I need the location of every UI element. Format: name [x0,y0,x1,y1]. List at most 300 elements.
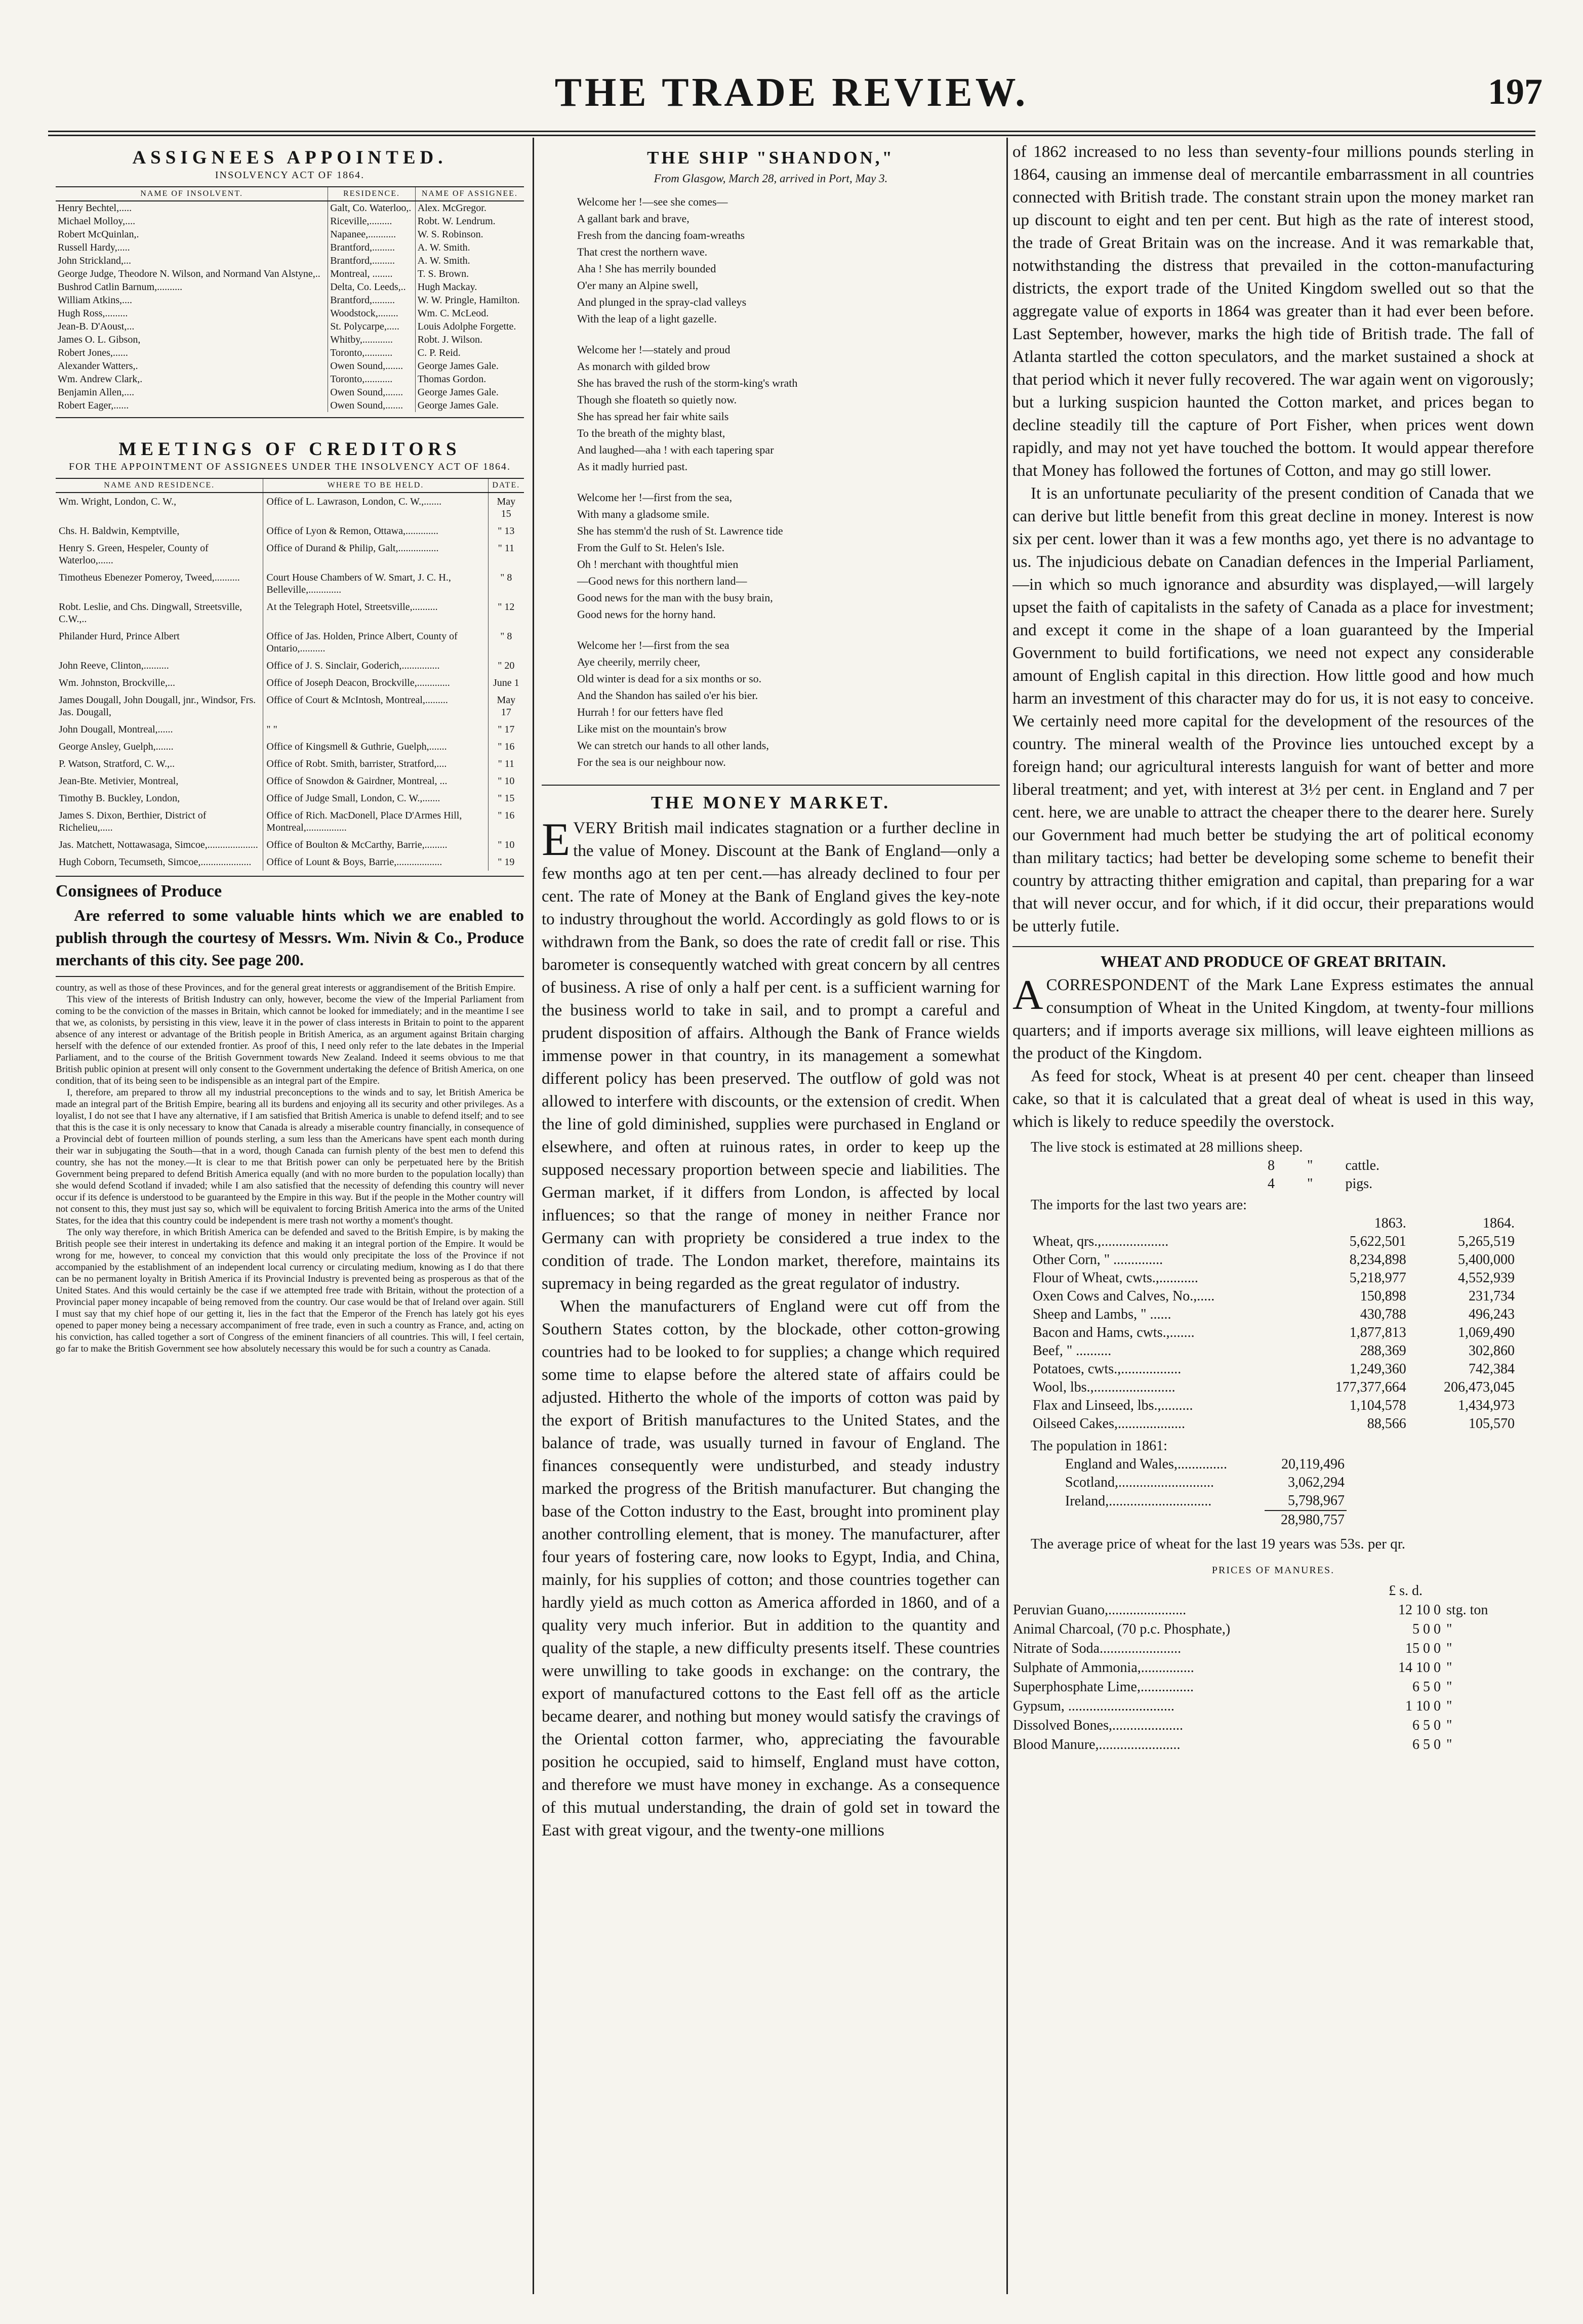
table-cell: Beef, " .......... [1033,1343,1112,1359]
table-cell: St. Polycarpe,..... [328,320,416,333]
table-cell: 105,570 [1469,1416,1515,1432]
table-cell: " 13 [488,522,524,540]
table-cell: Wm. C. McLeod. [415,307,524,320]
table-row [56,836,524,853]
table-cell: 5,622,501 [1349,1234,1406,1249]
table-row [56,386,524,399]
meetings-title: MEETINGS OF CREDITORS [118,439,461,460]
table-cell: England and Wales,.............. [1065,1456,1227,1472]
poem-stanza [577,489,1000,623]
poem-line: Good news for the man with the busy brain, [577,591,773,604]
table-row [56,267,524,280]
section-rule [542,785,1000,786]
table-cell: Delta, Co. Leeds,.. [328,280,416,294]
table-row [56,540,524,569]
table-cell: Montreal, ........ [328,267,416,280]
poem-line: As it madly hurried past. [577,460,688,473]
table-cell: Owen Sound,....... [328,399,416,412]
table-cell: 302,860 [1469,1343,1515,1359]
poem-line: —Good news for this northern land— [577,575,747,587]
population-table [1063,1455,1347,1529]
money-drop-cap: E [542,813,571,865]
table-cell: pigs. [1345,1176,1373,1192]
table-row [56,280,524,294]
table-cell: Flour of Wheat, cwts.,........... [1033,1270,1198,1286]
table-cell: Office of Snowdon & Gairdner, Montreal, ... [263,772,488,790]
table-cell: Benjamin Allen,.... [58,387,135,398]
ship-title: THE SHIP "SHANDON," [647,148,895,168]
table-cell: Ireland,............................. [1065,1493,1212,1509]
manures-units: £ s. d. [1389,1583,1423,1599]
table-cell: Robert McQuinlan,. [58,229,139,240]
table-cell: Oilseed Cakes,................... [1033,1416,1185,1432]
table-row [1012,1697,1519,1716]
money-continued-1: of 1862 increased to no less than seventy-four millions pounds sterling in 1864, causing an immense deal of mercantile embarrassment in all countries connected with British trade. The constant strain upon the money market ran up discount to eight and ten per cent. But high as the rate of interest stood, the trade of Great Britain was on the increase. And it was remarkable that, notwithstanding the distress that prevailed in the cotton-manufacturing districts, the export trade of the United Kingdom swelled out so that the aggregate value of exports in 1864 was greater than it had ever been before. Last September, however, marks the high tide of British trade. The fall of Atlanta startled the cotton speculators, and the market sustained a shock at that period which it never fully recovered. The war again went on vigorously; but a lurking suspicion haunted the Cotton market, and prices began to decline steadily till the capture of Port Fisher, when prices went down rapidly, and may not yet have touched the bottom. It would appear therefore that Money has followed the fortunes of Cotton, and may go still lower. [1012,143,1534,480]
table-row [56,201,524,215]
table-cell: Napanee,........... [328,228,416,241]
table-cell: " 16 [488,738,524,755]
poem-line: To the breath of the mighty blast, [577,427,725,439]
table-cell: Robt. J. Wilson. [415,333,524,346]
table-cell: 6 5 0 [1412,1718,1441,1733]
table-cell: " [1446,1718,1452,1733]
table-cell: Louis Adolphe Forgette. [415,320,524,333]
poem-line: Welcome her !—stately and proud [577,343,730,356]
population-total: 28,980,757 [1265,1511,1347,1529]
population-intro: The population in 1861: [1031,1438,1167,1454]
table-cell: May 17 [488,691,524,721]
table-row [1031,1397,1517,1415]
poem-line: Like mist on the mountain's brow [577,722,727,735]
section-rule [1012,946,1534,947]
table-row [56,853,524,871]
table-row [1012,1678,1519,1697]
table-cell: Blood Manure,....................... [1013,1737,1181,1752]
poem-line: Fresh from the dancing foam-wreaths [577,229,745,241]
table-cell: 5,400,000 [1458,1252,1515,1268]
table-row [1012,1735,1519,1755]
table-cell: 150,898 [1360,1288,1406,1304]
table-cell: Office of Lount & Boys, Barrie,.................. [263,853,488,871]
table-row [1063,1474,1347,1492]
table-cell: Thomas Gordon. [415,373,524,386]
poem-line: Welcome her !—first from the sea [577,639,729,651]
table-cell: Flax and Linseed, lbs.,......... [1033,1398,1193,1413]
table-cell: 20,119,496 [1281,1456,1345,1472]
poem-line: Welcome her !—first from the sea, [577,491,733,504]
table-cell: Gypsum, .............................. [1013,1698,1174,1714]
meetings-table [56,478,524,871]
table-cell: Animal Charcoal, (70 p.c. Phosphate,) [1013,1621,1231,1637]
table-row [56,772,524,790]
poem-line: Old winter is dead for a six months or so. [577,672,762,685]
table-cell: Galt, Co. Waterloo,. [328,201,416,215]
table-cell: W. W. Pringle, Hamilton. [415,294,524,307]
table-cell: A. W. Smith. [415,254,524,267]
table-row [56,657,524,674]
table-cell: George James Gale. [415,386,524,399]
wheat-paragraph-1: CORRESPONDENT of the Mark Lane Express estimates the annual consumption of Wheat in the United Kingdom, at twenty-four millions quarters; and if imports average six millions, will leave eighteen millions as the product of the Kingdom. [1012,976,1534,1063]
table-cell: " 10 [488,836,524,853]
table-row [1031,1306,1517,1324]
table-cell: Russell Hardy,..... [58,242,130,253]
wheat-drop-cap: A [1012,971,1043,1018]
table-cell: Toronto,........... [328,373,416,386]
table-row [1031,1233,1517,1251]
table-cell: Brantford,......... [328,294,416,307]
table-row [56,493,524,522]
table-row [56,738,524,755]
table-cell: John Strickland,... [58,255,131,266]
poem-line: A gallant bark and brave, [577,212,689,225]
table-cell: Robert Eager,...... [58,400,129,411]
assignees-column-header: NAME OF INSOLVENT. [56,187,328,201]
table-row [56,359,524,373]
table-row [1063,1455,1347,1474]
table-cell: Jas. Matchett, Nottawasaga, Simcoe,.................... [59,839,258,850]
table-cell: Michael Molloy,.... [58,216,136,227]
table-row [1012,1601,1519,1620]
table-cell: Henry S. Green, Hespeler, County of Waterloo,...... [59,543,209,566]
table-cell: Whitby,............ [328,333,416,346]
table-cell: Office of Lyon & Remon, Ottawa,............. [263,522,488,540]
table-cell: " 15 [488,790,524,807]
poem-line: She has braved the rush of the storm-king's wrath [577,377,798,389]
table-cell: George Ansley, Guelph,....... [59,741,174,752]
table-cell: cattle. [1345,1158,1380,1173]
livestock-row [1266,1175,1382,1193]
meetings-column-header: NAME AND RESIDENCE. [56,478,263,493]
table-cell: Alexander Watters,. [58,360,138,372]
poem-line: For the sea is our neighbour now. [577,756,726,768]
table-cell: Owen Sound,....... [328,359,416,373]
poem-line: Aye cheerily, merrily cheer, [577,656,701,668]
table-cell: At the Telegraph Hotel, Streetsville,.......... [263,598,488,628]
assignees-subtitle: INSOLVENCY ACT OF 1864. [215,170,365,181]
poem-stanza [577,341,1000,475]
table-cell: 6 5 0 [1412,1737,1441,1752]
table-cell: Timothy B. Buckley, London, [59,793,180,804]
table-cell: Peruvian Guano,...................... [1013,1602,1187,1618]
table-cell: W. S. Robinson. [415,228,524,241]
wheat-paragraph-2: As feed for stock, Wheat is at present 40 per cent. cheaper than linseed cake, so that it is calculated that a great deal of wheat is used in this way, which is likely to reduce speedily the overstock. [1012,1067,1534,1131]
poem-stanza [577,637,1000,770]
table-cell: 5,265,519 [1458,1234,1515,1249]
table-row [56,373,524,386]
table-cell: Wm. Andrew Clark,. [58,374,143,385]
table-cell: George James Gale. [415,399,524,412]
table-cell: Oxen Cows and Calves, No.,..... [1033,1288,1215,1304]
table-cell: Owen Sound,....... [328,386,416,399]
table-row [56,346,524,359]
table-cell: 3,062,294 [1288,1475,1345,1490]
table-cell: A. W. Smith. [415,241,524,254]
table-cell: Toronto,........... [328,346,416,359]
poem-line: Though she floateth so quietly now. [577,393,737,406]
table-cell: Hugh Mackay. [415,280,524,294]
poem-line: From the Gulf to St. Helen's Isle. [577,541,725,554]
column-3 [1012,141,1534,2292]
poem-line: Welcome her !—see she comes— [577,195,728,208]
section-rule [56,976,524,977]
table-cell: May 15 [488,493,524,522]
table-row [56,569,524,598]
table-row [1031,1378,1517,1397]
table-cell: Nitrate of Soda....................... [1013,1641,1182,1656]
manures-table [1012,1581,1519,1755]
column-divider-2 [1006,138,1008,2294]
table-cell: 496,243 [1469,1307,1515,1322]
table-cell: Wm. Wright, London, C. W., [59,496,177,507]
table-cell: " [1307,1176,1313,1192]
table-cell: C. P. Reid. [415,346,524,359]
table-row [1063,1492,1347,1511]
table-cell: " [1446,1641,1452,1656]
article-paragraph: I, therefore, am prepared to throw all my industrial preconceptions to the winds and to say, let British America be made an integral part of the British Empire, bearing all its burdens and enjoying all its security and other privileges. As a loyalist, I do not see that I have any alternative, if I am satisfied that British America is unable to defend itself; and to see that this is the case it is only necessary to know that Canada is already a miserable country financially, in consequence of a Provincial debt of fourteen million of pounds sterling, a sum less than the Americans have spent each month during their war in subjugating the South—that in a word, though Canada can furnish plenty of the best men to defend this country, she has not the money.—It is clear to me that British power can only be perpetuated here by the British Government being prepared to defend British America equally (and with no more burden to the population locally) than she would defend Scotland if invaded; while I am also satisfied that the necessity of defending this country will never occur if its defence is understood to be guaranteed by the Empire in this way. But if the people in the Mother country will not consent to this, they must just say so, which will be equivalent to forcing British America into the arms of the United States, for the idea that this country could be independent is mere trash not worthy a moment's thought. [56,1087,524,1226]
poem-line: She has stemm'd the rush of St. Lawrence tide [577,524,783,537]
table-cell: 1,249,360 [1349,1361,1406,1377]
table-cell: Office of L. Lawrason, London, C. W.,....... [263,493,488,522]
table-cell: Office of Joseph Deacon, Brockville,............. [263,674,488,691]
table-cell: Dissolved Bones,.................... [1013,1718,1183,1733]
table-cell: Superphosphate Lime,............... [1013,1679,1194,1695]
table-row [1031,1342,1517,1360]
table-cell: " " [263,721,488,738]
table-cell: 5 0 0 [1412,1621,1441,1637]
table-cell: James Dougall, John Dougall, jnr., Windsor, Frs. Jas. Dougall, [59,695,256,718]
table-cell: Brantford,......... [328,254,416,267]
table-cell: 88,566 [1367,1416,1406,1432]
table-cell: Robt. W. Lendrum. [415,215,524,228]
table-cell: Jean-Bte. Metivier, Montreal, [59,776,179,787]
table-row [56,522,524,540]
header-rule-top [48,131,1535,132]
column-1 [56,141,524,2292]
table-cell: T. S. Brown. [415,267,524,280]
table-cell: 1,069,490 [1458,1325,1515,1340]
table-cell: Office of Durand & Philip, Galt,................ [263,540,488,569]
poem-line: And laughed—aha ! with each tapering spar [577,443,774,456]
livestock-table [1266,1157,1382,1193]
table-row [1012,1620,1519,1639]
poem-line: Good news for the horny hand. [577,608,716,621]
livestock-row [1266,1157,1382,1175]
table-row [56,399,524,412]
wheat-title: WHEAT AND PRODUCE OF GREAT BRITAIN. [1100,952,1446,970]
table-cell: 742,384 [1469,1361,1515,1377]
table-cell: " 11 [488,755,524,772]
table-cell: Office of Jas. Holden, Prince Albert, County of Ontario,.......... [263,628,488,657]
table-row [56,254,524,267]
table-cell: stg. ton [1446,1602,1488,1618]
table-cell: 5,218,977 [1349,1270,1406,1286]
table-cell: 8,234,898 [1349,1252,1406,1268]
table-row [1031,1324,1517,1342]
table-row [1012,1716,1519,1735]
money-paragraph-1: VERY British mail indicates stagnation or a further decline in the value of Money. Discount at the Bank of England—only a few months ago at ten per cent.—has already declined to four per cent. The rate of Money at the Bank of England gives the key-note to industry throughout the world. Accordingly as gold flows to or is withdrawn from the Bank, so does the rate of credit fall or rise. This barometer is consequently watched with great concern by all centres of business. A rise of only a half per cent. is a sufficient warning for the business world to take in sail, and to prompt a careful and prudent disposition of affairs. Although the Bank of France wields immense power in that country, in its management a somewhat different policy has been preserved. The outflow of gold was not allowed to interfere with discounts, or the extension of credit. When the line of gold diminished, supplies were purchased in England or elsewhere, and often at ruinous rates, in order to keep up the supposed necessary proportion between specie and liabilities. The German market, if it differs from London, is affected by local influences; so that the range of money in neither France nor Germany can with propriety be considered a true index to the condition of trade. The London market, therefore, maintains its supremacy in being regarded as the great regulator of industry. [542,819,1000,1293]
table-cell: Hugh Ross,......... [58,308,128,319]
table-cell: Henry Bechtel,..... [58,202,132,214]
table-cell: James O. L. Gibson, [58,334,141,345]
meetings-subtitle: FOR THE APPOINTMENT OF ASSIGNEES UNDER THE INSOLVENCY ACT OF 1864. [68,461,511,472]
table-cell: James S. Dixon, Berthier, District of Richelieu,..... [59,810,207,833]
poem-line: She has spread her fair white sails [577,410,729,423]
table-cell: 6 5 0 [1412,1679,1441,1695]
poem-stanza [577,193,1000,327]
table-cell: Office of Kingsmell & Guthrie, Guelph,....... [263,738,488,755]
table-cell: 4 [1268,1176,1275,1192]
table-cell: " 17 [488,721,524,738]
table-cell: 5,798,967 [1288,1493,1345,1508]
table-cell: 1,104,578 [1349,1398,1406,1413]
table-cell: George Judge, Theodore N. Wilson, and Normand Van Alstyne,.. [58,268,320,279]
table-cell: Hugh Coborn, Tecumseth, Simcoe,.................... [59,857,252,868]
poem-line: Oh ! merchant with thoughtful mien [577,558,739,570]
table-cell: " [1446,1621,1452,1637]
table-cell: Alex. McGregor. [415,201,524,215]
table-cell: Sheep and Lambs, " ...... [1033,1307,1171,1322]
table-row [1031,1287,1517,1306]
poem-line: Hurrah ! for our fetters have fled [577,706,723,718]
table-cell: Potatoes, cwts.,................. [1033,1361,1182,1377]
table-row [56,294,524,307]
table-cell: 1,877,813 [1349,1325,1406,1340]
table-cell: Other Corn, " .............. [1033,1252,1163,1268]
table-cell: " [1307,1158,1313,1173]
table-cell: 288,369 [1360,1343,1406,1359]
table-cell: Wm. Johnston, Brockville,... [59,677,175,688]
ship-subtitle: From Glasgow, March 28, arrived in Port, May 3. [654,172,888,185]
table-cell: Office of Judge Small, London, C. W.,....... [263,790,488,807]
table-row [1012,1639,1519,1658]
table-cell: Scotland,........................... [1065,1475,1214,1490]
table-row [56,215,524,228]
table-cell: June 1 [488,674,524,691]
poem-line: Aha ! She has merrily bounded [577,262,716,275]
money-article [542,813,1000,1842]
table-cell: 231,734 [1469,1288,1515,1304]
table-row [1012,1658,1519,1678]
page-number: 197 [1488,71,1543,112]
table-cell: Jean-B. D'Aoust,... [58,321,135,332]
table-row [1031,1269,1517,1287]
imports-table [1031,1214,1517,1433]
table-cell: " 19 [488,853,524,871]
table-row [56,307,524,320]
table-cell: 1 10 0 [1405,1698,1441,1714]
table-cell: " 12 [488,598,524,628]
table-row [1031,1251,1517,1269]
table-cell: William Atkins,.... [58,295,132,306]
table-row [56,691,524,721]
meetings-column-header: DATE. [488,478,524,493]
consignees-text: Are referred to some valuable hints which we are enabled to publish through the courtesy of Messrs. Wm. Nivin & Co., Produce merchants of this city. See page 200. [56,906,524,969]
table-row [56,674,524,691]
table-cell: " 16 [488,807,524,836]
poem-line: We can stretch our hands to all other lands, [577,739,769,752]
meetings-column-header: WHERE TO BE HELD. [263,478,488,493]
table-cell: " 8 [488,569,524,598]
article-paragraph: country, as well as those of these Provinces, and for the general great interests or aggrandisement of the British Empire. [56,983,516,993]
table-row [56,241,524,254]
table-cell: 12 10 0 [1398,1602,1441,1618]
column-2 [542,141,1000,2292]
table-cell: Chs. H. Baldwin, Kemptville, [59,525,180,537]
assignees-column-header: NAME OF ASSIGNEE. [415,187,524,201]
consignees-heading: Consignees of Produce [56,882,222,901]
imports-year-1863: 1863. [1374,1215,1406,1231]
table-row [56,807,524,836]
article-paragraph: This view of the interests of British Industry can only, however, become the view of the Imperial Parliament from coming to be the conviction of the masses in Britain, which cannot be looked for immediately; and in the meantime I see that we, as colonists, by persisting in this view, leave it in the power of class interests in Britain to point to the apparent absence of any interest or advantage of the British people in British America, as an argument against Britain charging herself with the defence of our extended frontier. As proof of this, I need only refer to the late debates in the Imperial Parliament, and to the course of the British Government towards New Zealand. Indeed it seems obvious to me that British public opinion at present will only consent to the Government undertaking the defence of British America, on one condition, that of its being seen to be indispensible as an integral part of the Empire. [56,994,524,1086]
imports-year-1864: 1864. [1483,1215,1515,1231]
table-cell: 14 10 0 [1398,1660,1441,1676]
table-cell: 177,377,664 [1335,1379,1406,1395]
table-cell: 206,473,045 [1444,1379,1515,1395]
table-cell: " [1446,1737,1452,1752]
poem-line: And plunged in the spray-clad valleys [577,296,747,308]
table-cell: Sulphate of Ammonia,............... [1013,1660,1194,1676]
poem-line: That crest the northern wave. [577,246,708,258]
ship-poem [577,193,1000,770]
table-cell: Timotheus Ebenezer Pomeroy, Tweed,.......... [59,572,240,583]
table-cell: Wool, lbs.,....................... [1033,1379,1175,1395]
livestock-intro: The live stock is estimated at 28 millions sheep. [1031,1139,1303,1155]
table-cell: George James Gale. [415,359,524,373]
column-divider-1 [533,138,534,2294]
table-row [56,790,524,807]
table-cell: Office of Robt. Smith, barrister, Stratford,.... [263,755,488,772]
table-cell: Wheat, qrs.,................... [1033,1234,1169,1249]
table-cell: 15 0 0 [1405,1641,1441,1656]
table-cell: Robert Jones,...... [58,347,128,358]
table-cell: Brantford,......... [328,241,416,254]
table-cell: John Dougall, Montreal,...... [59,724,173,735]
assignees-table [56,186,524,412]
table-cell: " [1446,1679,1452,1695]
imports-intro: The imports for the last two years are: [1031,1197,1247,1213]
poem-line: With many a gladsome smile. [577,508,710,520]
table-row [56,320,524,333]
table-cell: Office of Boulton & McCarthy, Barrie,......... [263,836,488,853]
table-cell: Office of Court & McIntosh, Montreal,......... [263,691,488,721]
assignees-title: ASSIGNEES APPOINTED. [132,147,448,168]
table-cell: Philander Hurd, Prince Albert [59,631,180,642]
table-cell: Office of Rich. MacDonell, Place D'Armes Hill, Montreal,................ [263,807,488,836]
section-rule [56,876,524,877]
table-cell: Bacon and Hams, cwts.,....... [1033,1325,1195,1340]
table-row [1031,1360,1517,1378]
table-row [56,333,524,346]
defence-article [56,982,524,1355]
money-title: THE MONEY MARKET. [651,793,890,812]
assignees-column-header: RESIDENCE. [328,187,416,201]
table-cell: Court House Chambers of W. Smart, J. C. H., Belleville,............. [263,569,488,598]
table-cell: 4,552,939 [1458,1270,1515,1286]
table-row [56,598,524,628]
table-row [56,755,524,772]
section-rule [56,417,524,418]
table-cell: " 8 [488,628,524,657]
table-cell: 8 [1268,1158,1275,1173]
table-cell: Robt. Leslie, and Chs. Dingwall, Streetsville, C.W.,.. [59,601,242,625]
page-header-title: THE TRADE REVIEW. [554,70,1029,115]
table-row [1031,1415,1517,1433]
table-cell: 1,434,973 [1458,1398,1515,1413]
average-price: The average price of wheat for the last 19 years was 53s. per qr. [1031,1536,1406,1552]
table-row [56,721,524,738]
header-rule-bottom [48,135,1535,136]
money-continued-2: It is an unfortunate peculiarity of the present condition of Canada that we can derive but little benefit from this great decline in money. Interest is now six per cent. lower than it was a few months ago, yet there is no advantage to us. The injudicious debate on Canadian defences in the Imperial Parliament,—in which so much ignorance and absurdity was displayed,—will largely upset the faith of capitalists in the safety of Canada as a place for investment; and except it come in the shape of a loan guaranteed by the Imperial Government to build fortifications, we need not expect any considerable amount of English capital in this direction. How little good and how much harm an investment of this character may do for us, it is not easy to conceive. We certainly need more capital for the development of the resources of the country. The mineral wealth of the Province lies untouched except by a foreign hand; our agricultural interests languish for want of better and more liberal treatment; and yet, with interest at 3½ per cent. in England and 7 per cent. here, we are unable to attract the cheaper there to the dearer here. Surely our Government had much better be studying the art of political economy than military tactics; had better be developing some scheme to benefit their country by attracting thither emigration and capital, than preparing for a war that will never occur, and for which, if it did occur, their preparations would be utterly futile. [1012,484,1534,935]
